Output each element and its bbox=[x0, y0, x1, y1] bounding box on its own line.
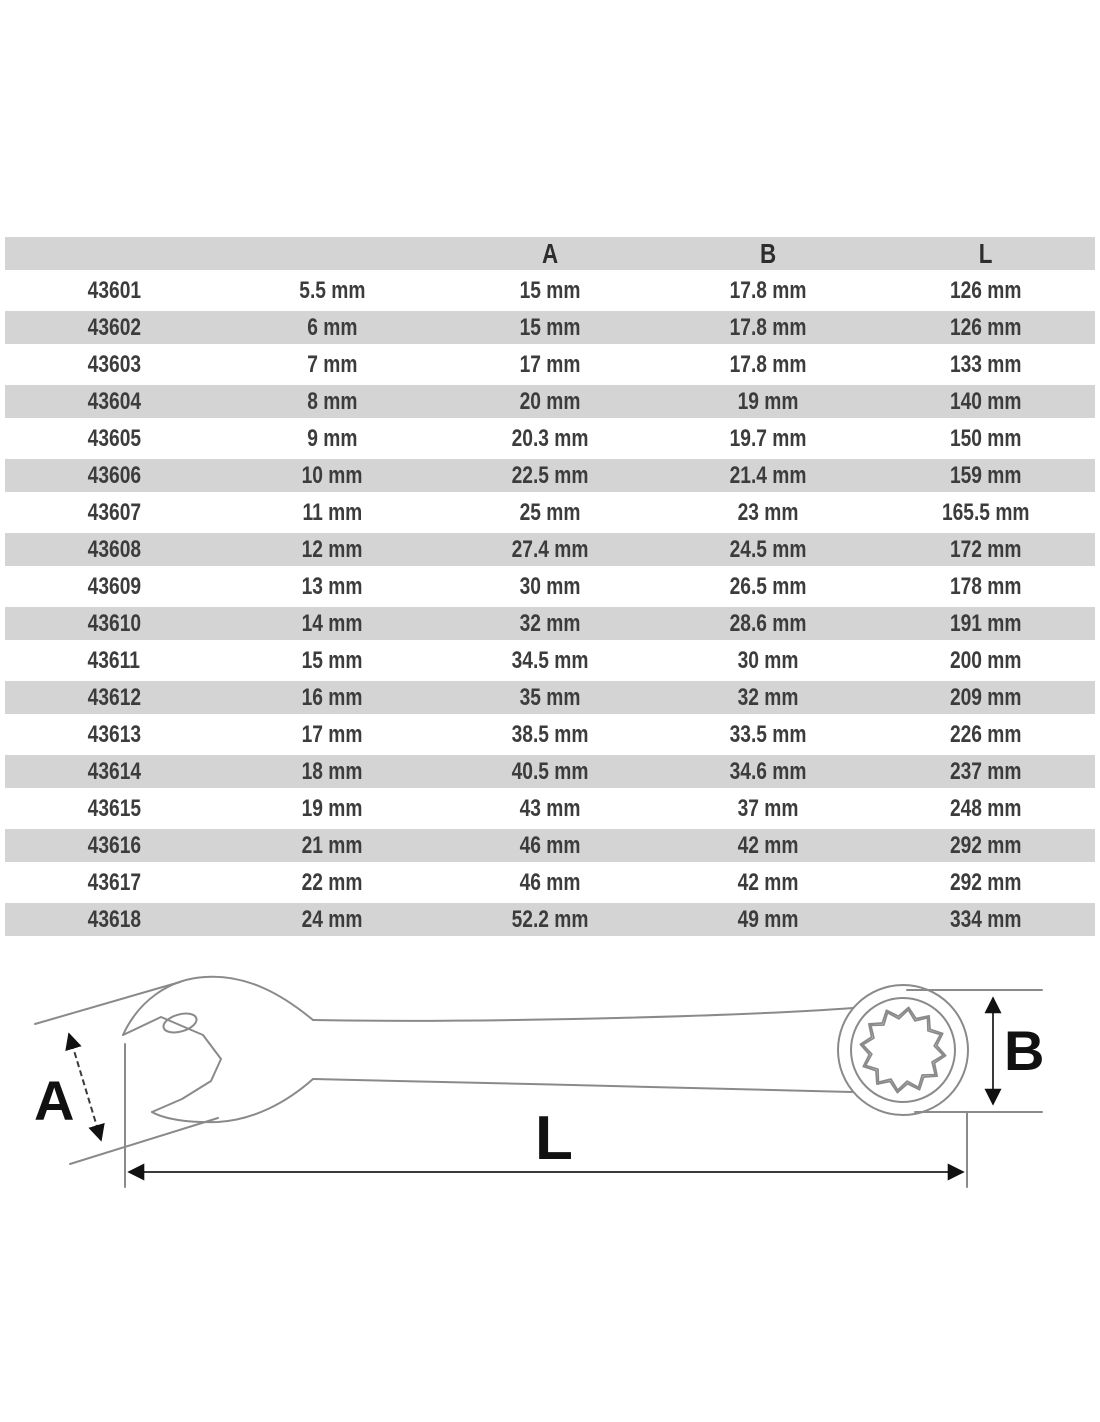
cell-size: 17 mm bbox=[223, 718, 441, 751]
cell-code: 43617 bbox=[5, 866, 223, 899]
cell-l: 165.5 mm bbox=[877, 496, 1095, 529]
header-a: A bbox=[441, 237, 659, 270]
cell-code: 43605 bbox=[5, 422, 223, 455]
cell-l: 237 mm bbox=[877, 755, 1095, 788]
cell-a: 22.5 mm bbox=[441, 459, 659, 492]
ring-outer-circle bbox=[838, 985, 968, 1115]
cell-b: 26.5 mm bbox=[659, 570, 877, 603]
cell-l: 226 mm bbox=[877, 718, 1095, 751]
cell-a: 40.5 mm bbox=[441, 755, 659, 788]
cell-a: 20.3 mm bbox=[441, 422, 659, 455]
cell-b: 37 mm bbox=[659, 792, 877, 825]
cell-size: 24 mm bbox=[223, 903, 441, 936]
cell-a: 52.2 mm bbox=[441, 903, 659, 936]
spec-row-43609 bbox=[5, 570, 1095, 603]
cell-code: 43612 bbox=[5, 681, 223, 714]
cell-a: 35 mm bbox=[441, 681, 659, 714]
wrench-diagram bbox=[30, 962, 1070, 1217]
cell-l: 150 mm bbox=[877, 422, 1095, 455]
cell-a: 27.4 mm bbox=[441, 533, 659, 566]
cell-b: 33.5 mm bbox=[659, 718, 877, 751]
cell-size: 21 mm bbox=[223, 829, 441, 862]
cell-a: 34.5 mm bbox=[441, 644, 659, 677]
cell-b: 17.8 mm bbox=[659, 311, 877, 344]
cell-b: 42 mm bbox=[659, 866, 877, 899]
cell-size: 5.5 mm bbox=[223, 274, 441, 307]
wrench-outline bbox=[123, 977, 968, 1122]
cell-a: 32 mm bbox=[441, 607, 659, 640]
cell-b: 34.6 mm bbox=[659, 755, 877, 788]
cell-b: 32 mm bbox=[659, 681, 877, 714]
dim-a-ext-bottom bbox=[70, 1118, 218, 1164]
spec-row-43611 bbox=[5, 644, 1095, 677]
dim-label-a: A bbox=[34, 1069, 75, 1132]
cell-b: 19 mm bbox=[659, 385, 877, 418]
spec-table-body bbox=[5, 274, 1095, 936]
cell-l: 191 mm bbox=[877, 607, 1095, 640]
header-b: B bbox=[659, 237, 877, 270]
cell-b: 17.8 mm bbox=[659, 348, 877, 381]
cell-size: 18 mm bbox=[223, 755, 441, 788]
spec-row-43617 bbox=[5, 866, 1095, 899]
dim-label-l: L bbox=[535, 1104, 573, 1173]
cell-a: 38.5 mm bbox=[441, 718, 659, 751]
cell-l: 178 mm bbox=[877, 570, 1095, 603]
spec-row-43618 bbox=[5, 903, 1095, 936]
spec-row-43602 bbox=[5, 311, 1095, 344]
cell-l: 292 mm bbox=[877, 829, 1095, 862]
open-end-jaw-cavity bbox=[123, 1017, 221, 1112]
spec-row-43616 bbox=[5, 829, 1095, 862]
cell-l: 200 mm bbox=[877, 644, 1095, 677]
cell-size: 16 mm bbox=[223, 681, 441, 714]
spec-row-43615 bbox=[5, 792, 1095, 825]
cell-b: 19.7 mm bbox=[659, 422, 877, 455]
cell-code: 43609 bbox=[5, 570, 223, 603]
cell-l: 248 mm bbox=[877, 792, 1095, 825]
ring-spline-inner bbox=[863, 1010, 943, 1090]
cell-l: 334 mm bbox=[877, 903, 1095, 936]
cell-a: 43 mm bbox=[441, 792, 659, 825]
cell-code: 43604 bbox=[5, 385, 223, 418]
cell-code: 43610 bbox=[5, 607, 223, 640]
spec-row-43607 bbox=[5, 496, 1095, 529]
cell-size: 7 mm bbox=[223, 348, 441, 381]
cell-code: 43614 bbox=[5, 755, 223, 788]
spec-row-43603 bbox=[5, 348, 1095, 381]
cell-size: 6 mm bbox=[223, 311, 441, 344]
header-size bbox=[223, 237, 441, 270]
cell-l: 126 mm bbox=[877, 274, 1095, 307]
cell-code: 43607 bbox=[5, 496, 223, 529]
open-end-top-outline bbox=[123, 977, 313, 1035]
cell-size: 19 mm bbox=[223, 792, 441, 825]
cell-a: 17 mm bbox=[441, 348, 659, 381]
cell-l: 133 mm bbox=[877, 348, 1095, 381]
shaft-top-line bbox=[313, 1008, 853, 1021]
cell-l: 140 mm bbox=[877, 385, 1095, 418]
cell-code: 43616 bbox=[5, 829, 223, 862]
cell-b: 49 mm bbox=[659, 903, 877, 936]
spec-row-43605 bbox=[5, 422, 1095, 455]
cell-size: 15 mm bbox=[223, 644, 441, 677]
cell-l: 292 mm bbox=[877, 866, 1095, 899]
shaft-bottom-line bbox=[313, 1079, 852, 1092]
cell-b: 24.5 mm bbox=[659, 533, 877, 566]
cell-b: 21.4 mm bbox=[659, 459, 877, 492]
spec-row-43606 bbox=[5, 459, 1095, 492]
cell-code: 43611 bbox=[5, 644, 223, 677]
spec-row-43608 bbox=[5, 533, 1095, 566]
dim-label-b: B bbox=[1004, 1019, 1045, 1082]
spec-row-43614 bbox=[5, 755, 1095, 788]
spec-row-43601 bbox=[5, 274, 1095, 307]
cell-l: 159 mm bbox=[877, 459, 1095, 492]
cell-a: 15 mm bbox=[441, 311, 659, 344]
cell-a: 25 mm bbox=[441, 496, 659, 529]
cell-size: 14 mm bbox=[223, 607, 441, 640]
spec-row-43612 bbox=[5, 681, 1095, 714]
header-code bbox=[5, 237, 223, 270]
cell-code: 43602 bbox=[5, 311, 223, 344]
cell-size: 9 mm bbox=[223, 422, 441, 455]
cell-a: 46 mm bbox=[441, 829, 659, 862]
cell-code: 43603 bbox=[5, 348, 223, 381]
cell-code: 43615 bbox=[5, 792, 223, 825]
cell-size: 13 mm bbox=[223, 570, 441, 603]
cell-size: 12 mm bbox=[223, 533, 441, 566]
cell-b: 17.8 mm bbox=[659, 274, 877, 307]
spec-row-43604 bbox=[5, 385, 1095, 418]
cell-code: 43601 bbox=[5, 274, 223, 307]
cell-b: 28.6 mm bbox=[659, 607, 877, 640]
spec-table bbox=[5, 233, 1095, 940]
cell-a: 30 mm bbox=[441, 570, 659, 603]
cell-l: 126 mm bbox=[877, 311, 1095, 344]
cell-code: 43613 bbox=[5, 718, 223, 751]
spec-row-43610 bbox=[5, 607, 1095, 640]
cell-code: 43618 bbox=[5, 903, 223, 936]
ring-spline-outer bbox=[860, 1007, 945, 1092]
cell-l: 209 mm bbox=[877, 681, 1095, 714]
cell-size: 10 mm bbox=[223, 459, 441, 492]
cell-size: 22 mm bbox=[223, 866, 441, 899]
cell-b: 42 mm bbox=[659, 829, 877, 862]
cell-a: 15 mm bbox=[441, 274, 659, 307]
cell-b: 30 mm bbox=[659, 644, 877, 677]
cell-code: 43606 bbox=[5, 459, 223, 492]
jaw-detail-line bbox=[161, 1010, 198, 1036]
cell-b: 23 mm bbox=[659, 496, 877, 529]
cell-size: 8 mm bbox=[223, 385, 441, 418]
cell-size: 11 mm bbox=[223, 496, 441, 529]
cell-code: 43608 bbox=[5, 533, 223, 566]
cell-a: 46 mm bbox=[441, 866, 659, 899]
cell-a: 20 mm bbox=[441, 385, 659, 418]
cell-l: 172 mm bbox=[877, 533, 1095, 566]
header-l: L bbox=[877, 237, 1095, 270]
spec-row-43613 bbox=[5, 718, 1095, 751]
ring-inner-circle bbox=[851, 998, 955, 1102]
spec-table-header-row bbox=[5, 237, 1095, 270]
